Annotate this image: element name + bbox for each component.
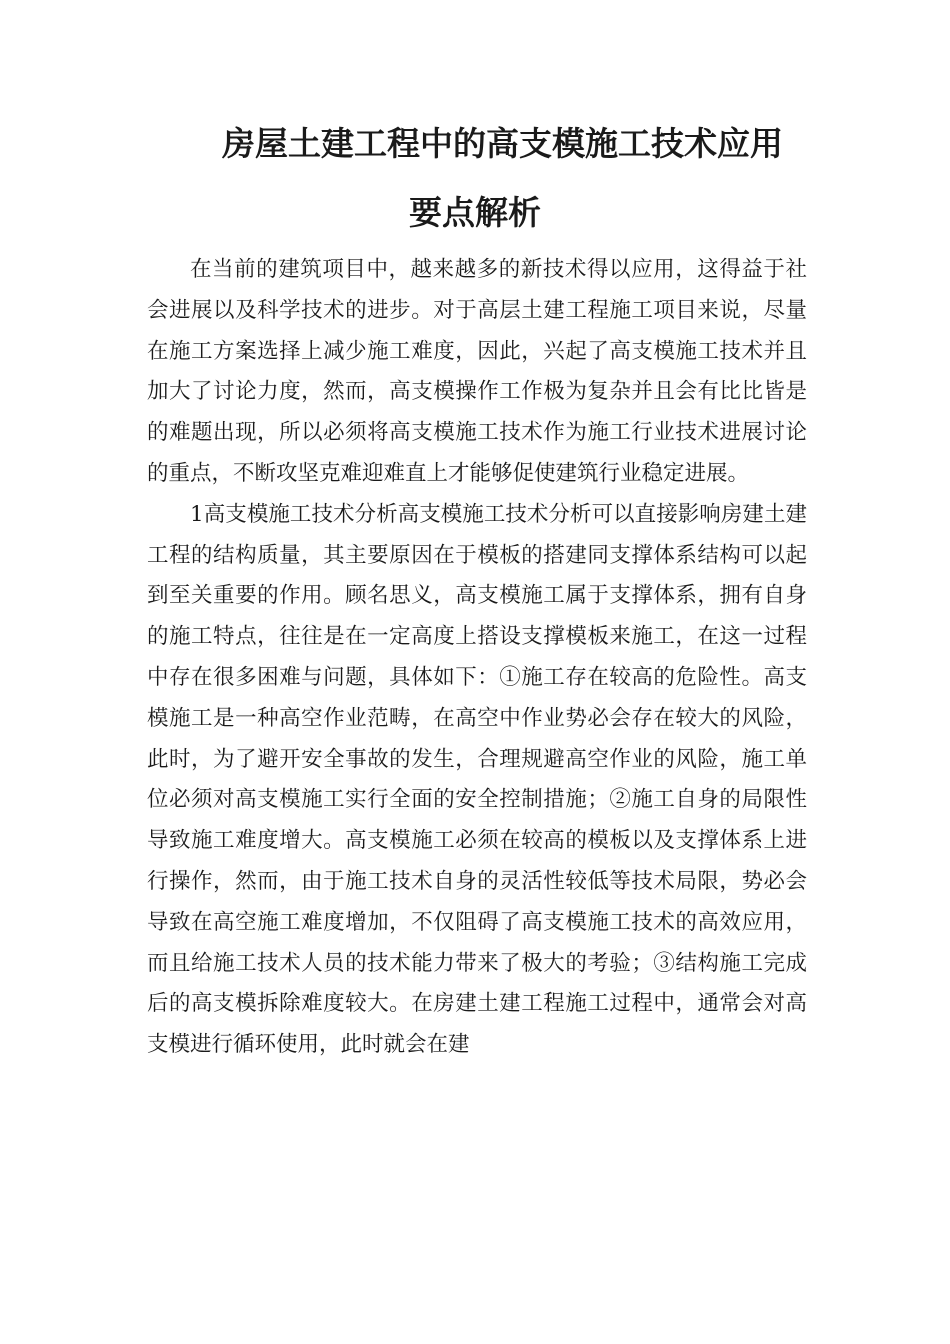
paragraph-intro: 在当前的建筑项目中，越来越多的新技术得以应用，这得益于社会进展以及科学技术的进步。对于高层土建工程施工项目来说，尽量在施工方案选择上减少施工难度，因此，兴起了高支模施工技术并且加大了讨论力度，然而，高支模操作工作极为复杂并且会有比比皆是的难题出现，所以必须将高支模施工技术作为施工行业技术进展讨论的重点，不断攻坚克难迎难直上才能够促使建筑行业稳定进展。 (147, 257, 807, 486)
document-body (147, 250, 807, 1066)
document-title-line-1: 房屋土建工程中的高支模施工技术应用 (222, 124, 783, 163)
document-title-line-2: 要点解析 (409, 193, 541, 232)
paragraph-section-1: 1高支模施工技术分析高支模施工技术分析可以直接影响房建土建工程的结构质量，其主要原因在于模板的搭建同支撑体系结构可以起到至关重要的作用。顾名思义，高支模施工属于支撑体系，拥有自身的施工特点，往往是在一定高度上搭设支撑模板来施工，在这一过程中存在很多困难与问题，具体如下：①施工存在较高的危险性。高支模施工是一种高空作业范畴，在高空中作业势必会存在较大的风险，此时，为了避开安全事故的发生，合理规避高空作业的风险，施工单位必须对高支模施工实行全面的安全控制措施；②施工自身的局限性导致施工难度增大。高支模施工必须在较高的模板以及支撑体系上进行操作，然而，由于施工技术自身的灵活性较低等技术局限，势必会导致在高空施工难度增加，不仅阻碍了高支模施工技术的高效应用，而且给施工技术人员的技术能力带来了极大的考验；③结构施工完成后的高支模拆除难度较大。在房建土建工程施工过程中，通常会对高支模进行循环使用，此时就会在建 (147, 501, 807, 1058)
